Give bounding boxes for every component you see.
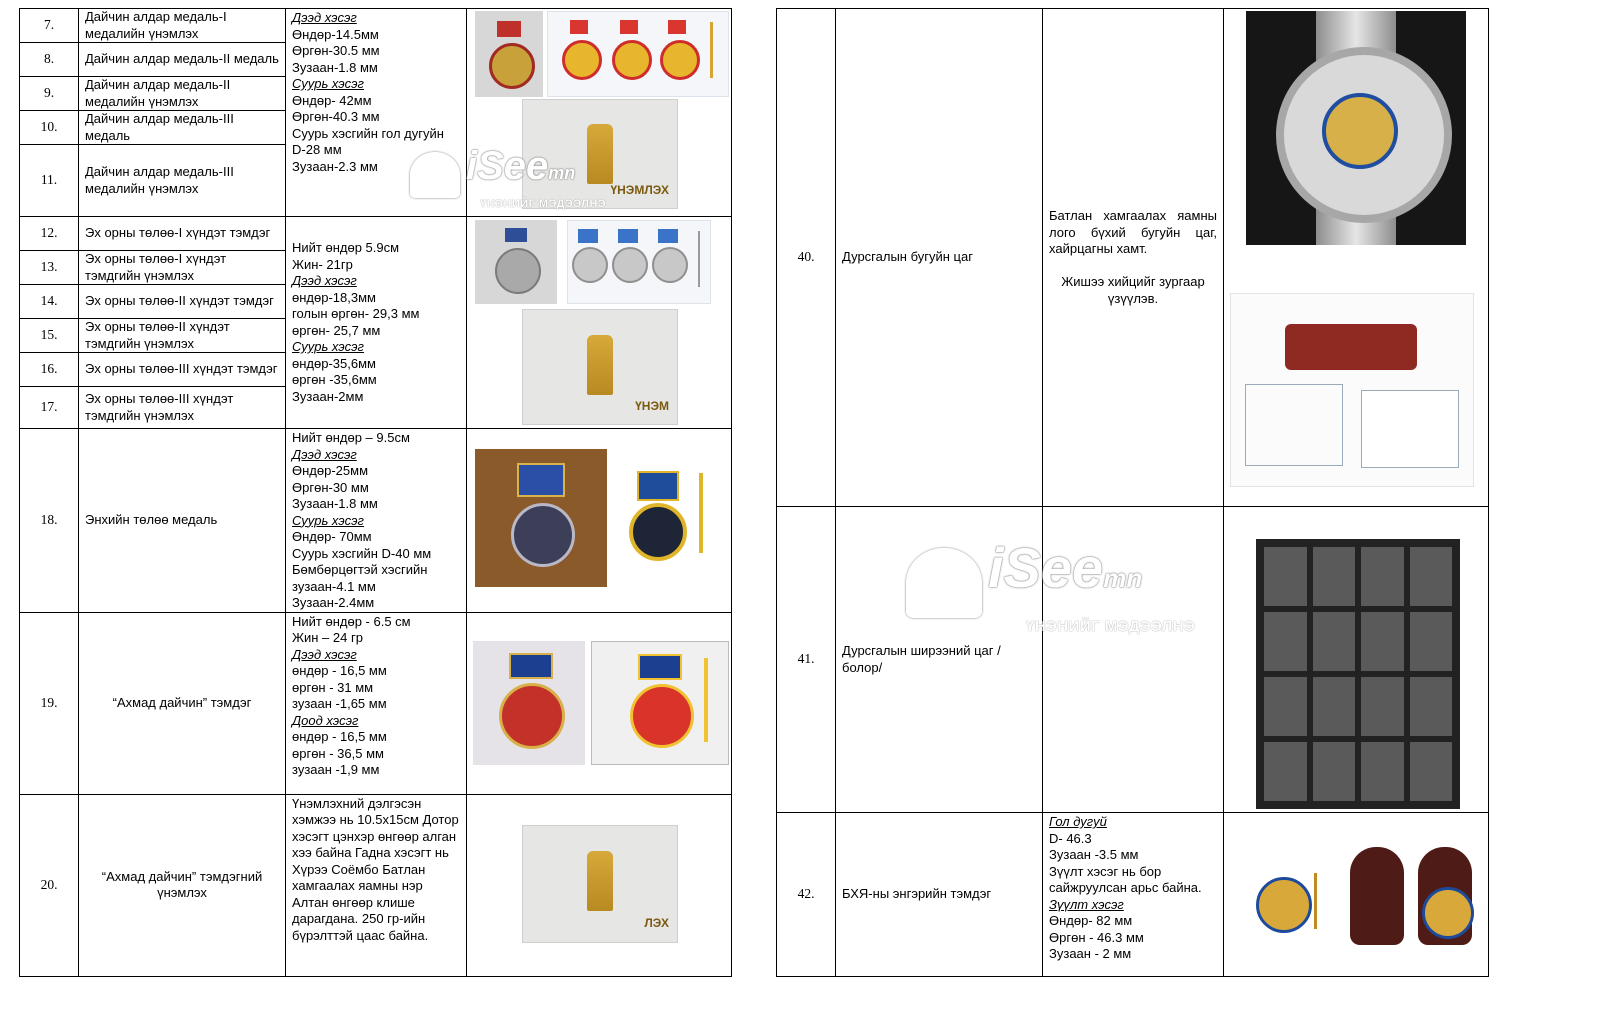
- image-cell: [1224, 507, 1489, 813]
- watch-photo: [1246, 11, 1466, 245]
- item-name: Дайчин алдар медаль-II медалийн үнэмлэх: [79, 77, 286, 111]
- medal-drawing: [591, 641, 729, 765]
- image-cell: [467, 429, 732, 613]
- row-number: 17.: [20, 387, 79, 429]
- row-number: 9.: [20, 77, 79, 111]
- row-number: 11.: [20, 145, 79, 217]
- item-name: “Ахмад дайчин” тэмдэгний үнэмлэх: [79, 794, 286, 976]
- item-name: Эх орны төлөө-III хүндэт тэмдгийн үнэмлэх: [79, 387, 286, 429]
- row-number: 20.: [20, 794, 79, 976]
- medal-photo: [475, 449, 607, 587]
- item-name: Дайчин алдар медаль-III медалийн үнэмлэх: [79, 145, 286, 217]
- item-name: БХЯ-ны энгэрийн тэмдэг: [836, 813, 1043, 977]
- watch-box-drawing: [1230, 293, 1474, 487]
- medal-photo: [473, 641, 585, 765]
- right-table: [776, 8, 1489, 977]
- item-name: Дайчин алдар медаль-II медаль: [79, 43, 286, 77]
- description-cell: Батлан хамгаалах яамны лого бүхий бугуйн цаг, хайрцагны хамт. Жишээ хийцийг зургаар үзүүлэв.: [1043, 9, 1224, 507]
- image-cell: [1224, 813, 1489, 977]
- item-name: Эх орны төлөө-II хүндэт тэмдэг: [79, 285, 286, 319]
- spec-cell: Үнэмлэхний дэлгэсэн хэмжээ нь 10.5x15см Дотор хэсэгт цэнхэр өнгөөр алган хээ байна Гадна хэсэгт нь Хүрээ Соёмбо Батлан хамгаалах яамны нэр Алтан өнгөөр клише дарагдана. 250 гр-ийн бүрэлттэй цаас байна.: [286, 794, 467, 976]
- item-name: Эх орны төлөө-II хүндэт тэмдгийн үнэмлэх: [79, 319, 286, 353]
- row-number: 16.: [20, 353, 79, 387]
- item-name: Энхийн төлөө медаль: [79, 429, 286, 613]
- image-cell: [1224, 9, 1489, 507]
- spec-cell: Нийт өндөр 5.9см Жин- 21гр Дээд хэсэг өндөр-18,3мм голын өргөн- 29,3 мм өргөн- 25,7 мм Суурь хэсэг өндөр-35,6мм өргөн -35,6мм Зузаан-2мм: [286, 217, 467, 429]
- row-number: 41.: [777, 507, 836, 813]
- row-number: 8.: [20, 43, 79, 77]
- spec-cell: Гол дугуй D- 46.3 Зузаан -3.5 мм Зүүлт хэсэг нь бор сайжруулсан арьс байна. Зүүлт хэсэг Өндөр- 82 мм Өргөн - 46.3 мм Зузаан - 2 мм: [1043, 813, 1224, 977]
- item-name: Дайчин алдар медаль-III медаль: [79, 111, 286, 145]
- item-name: Дайчин алдар медаль-I медалийн үнэмлэх: [79, 9, 286, 43]
- item-name: Дурсгалын бугуйн цаг: [836, 9, 1043, 507]
- left-table: [19, 8, 732, 977]
- row-number: 19.: [20, 612, 79, 794]
- item-name: Эх орны төлөө-I хүндэт тэмдгийн үнэмлэх: [79, 251, 286, 285]
- certificate-image: ҮНЭМ: [522, 309, 678, 425]
- row-number: 40.: [777, 9, 836, 507]
- row-number: 7.: [20, 9, 79, 43]
- row-number: 18.: [20, 429, 79, 613]
- image-cell: [467, 612, 732, 794]
- image-cell: [467, 9, 732, 217]
- image-cell: [467, 217, 732, 429]
- crystal-clock-catalog: [1256, 539, 1460, 809]
- badge-drawing: [1250, 843, 1474, 955]
- watermark: iSeemn ҮНЭНИЙГ МЭДЭЭЛНЭ: [410, 146, 606, 210]
- row-number: 42.: [777, 813, 836, 977]
- image-cell: [467, 794, 732, 976]
- description-cell: [1043, 507, 1224, 813]
- medal-drawing: [547, 11, 729, 97]
- medal-photo: [475, 11, 543, 97]
- spec-cell: Нийт өндөр – 9.5см Дээд хэсэг Өндөр-25мм Өргөн-30 мм Зузаан-1.8 мм Суурь хэсэг Өндөр- 70мм Суурь хэсгийн D-40 мм Бөмбөрцөгтэй хэсгийн зузаан-4.1 мм Зузаан-2.4мм: [286, 429, 467, 613]
- item-name: Эх орны төлөө-III хүндэт тэмдэг: [79, 353, 286, 387]
- item-name: Эх орны төлөө-I хүндэт тэмдэг: [79, 217, 286, 251]
- row-number: 15.: [20, 319, 79, 353]
- row-number: 14.: [20, 285, 79, 319]
- medal-drawing: [611, 459, 721, 579]
- medal-photo: [475, 220, 557, 304]
- row-number: 12.: [20, 217, 79, 251]
- item-name: “Ахмад дайчин” тэмдэг: [79, 612, 286, 794]
- item-name: Дурсгалын ширээний цаг /болор/: [836, 507, 1043, 813]
- spec-cell: Дээд хэсэг Өндөр-14.5мм Өргөн-30.5 мм Зузаан-1.8 мм Суурь хэсэг Өндөр- 42мм Өргөн-40.3 мм Суурь хэсгийн гол дугуйн D-28 мм Зузаан-2.3 мм: [286, 9, 467, 217]
- row-number: 10.: [20, 111, 79, 145]
- spec-cell: Нийт өндөр - 6.5 см Жин – 24 гр Дээд хэсэг өндөр - 16,5 мм өргөн - 31 мм зузаан -1,65 мм Доод хэсэг өндөр - 16,5 мм өргөн - 36,5 мм зузаан -1,9 мм: [286, 612, 467, 794]
- certificate-image: ҮНЭМЛЭХ: [522, 99, 678, 209]
- certificate-image: ЛЭХ: [522, 825, 678, 943]
- watermark: iSeemn ҮНЭНИЙГ МЭДЭЭЛНЭ: [906, 540, 1195, 635]
- row-number: 13.: [20, 251, 79, 285]
- medal-drawing: [567, 220, 711, 304]
